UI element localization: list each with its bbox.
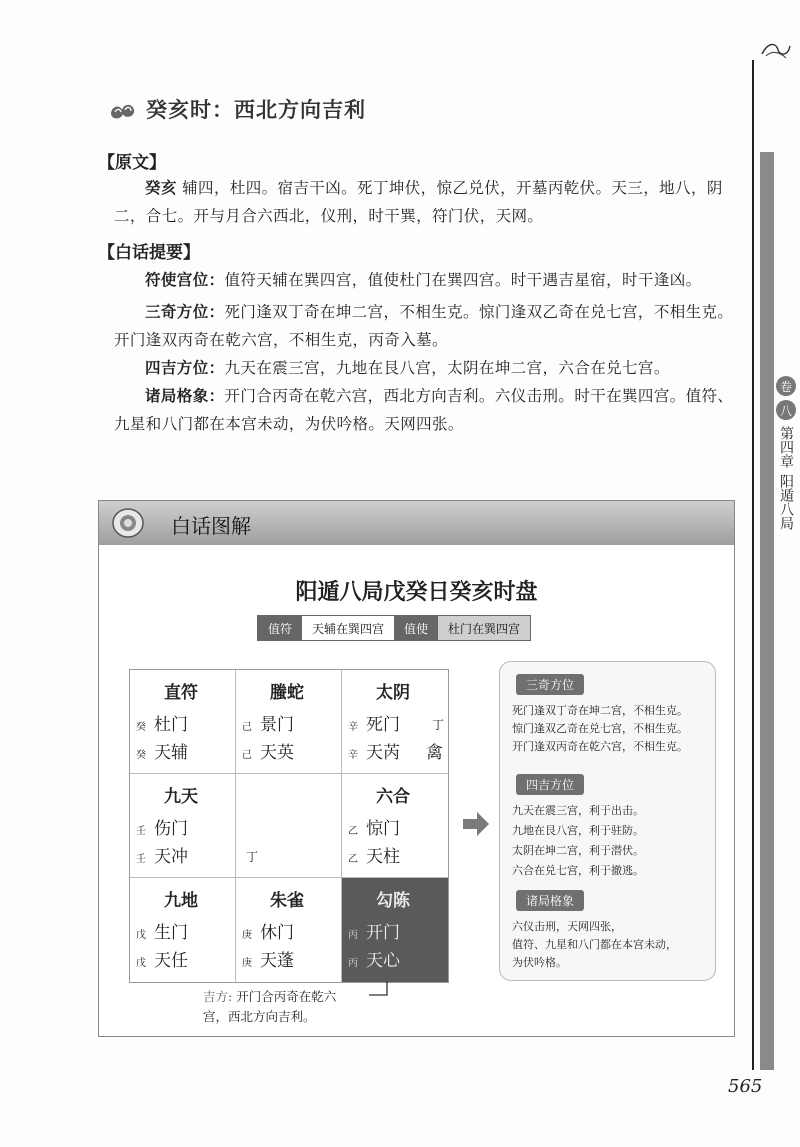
panel-line: 六仪击刑，天网四张， [512,920,622,933]
palace-cell [130,878,236,982]
panel-line: 惊门逢双乙奇在兑七宫，不相生克。 [512,722,688,735]
palace-stem: 戊 [136,958,146,969]
palace-stem: 己 [242,722,252,733]
palace-door: 杜门 [154,715,188,735]
margin-rule [752,60,754,1070]
original-heading: 【原文】 [98,153,166,173]
panel-line: 为伏吟格。 [512,956,567,969]
palace-cell [130,670,236,774]
title-row [108,94,366,124]
palace-door: 伤门 [154,819,188,839]
palace-god: 螣蛇 [270,683,304,703]
palace-door-row [242,710,294,735]
palace-god: 直符 [164,683,198,703]
volume-label: 卷 [776,376,796,396]
palace-door: 开门 [366,923,400,943]
palace-grid [129,669,449,983]
plain-item-label: 四吉方位： [145,358,225,377]
palace-extra-stem: 丁 [432,718,445,732]
page-number: 565 [728,1076,763,1097]
palace-door-row [348,710,400,735]
palace-star-row [242,946,294,971]
leader-line [367,981,389,997]
chart-title: 阳遁八局戊癸日癸亥时盘 [295,580,538,605]
palace-god: 六合 [376,787,410,807]
illustration-label: 白话图解 [171,514,251,538]
zhishi-value: 杜门在巽四宫 [438,616,530,640]
original-text [114,174,744,230]
palace-stem: 己 [242,750,252,761]
palace-stem: 辛 [348,750,358,761]
page-title: 癸亥时：西北方向吉利 [146,98,366,122]
panel-heading: 三奇方位 [516,674,584,695]
palace-star-row [242,738,294,763]
palace-star: 天英 [260,743,294,763]
illustration-box [98,500,735,1037]
plain-item-text: 死门逢双丁奇在坤二宫，不相生克。惊门逢双乙奇在兑七宫，不相生克。开门逢双丙奇在乾六宫，不相生克，丙奇入墓。 [114,303,734,349]
plain-heading: 【白话提要】 [98,243,200,263]
palace-stem: 壬 [136,854,146,865]
panel-line: 死门逢双丁奇在坤二宫，不相生克。 [512,704,688,717]
palace-cell [130,774,236,878]
palace-door-row [348,814,400,839]
palace-stem: 丙 [348,958,358,969]
panel-line: 九地在艮八宫，利于驻防。 [512,824,644,837]
palace-star-row [348,738,400,763]
palace-stem: 丙 [348,930,358,941]
panel-line: 九天在震三宫，利于出击。 [512,804,644,817]
palace-stem: 戊 [136,930,146,941]
zhifu-value: 天辅在巽四宫 [302,616,394,640]
palace-stem: 辛 [348,722,358,733]
chapter-label: 第四章 [778,426,794,468]
illustration-header [99,501,734,545]
palace-god: 勾陈 [376,891,410,911]
palace-door-row [136,710,188,735]
original-body: 辅四，杜四。宿吉干凶。死丁坤伏，惊乙兑伏，开墓丙乾伏。天三，地八，阴二，合七。开与月合六西北，仪刑，时干巽，符门伏，天网。 [114,179,723,225]
plain-item-text: 九天在震三宫，九地在艮八宫，太阴在坤二宫，六合在兑七宫。 [224,359,670,377]
plain-item-2 [114,298,744,354]
palace-cell-center [236,774,342,878]
palace-star: 天冲 [154,847,188,867]
cloud-ornament-icon [108,96,138,122]
note-line-2: 宫，西北方向吉利。 [203,1009,316,1024]
palace-star: 天任 [154,951,188,971]
palace-cell [342,774,448,878]
palace-door-row [242,918,294,943]
plain-item-1 [114,266,744,294]
palace-star: 天柱 [366,847,400,867]
panel-line: 太阴在坤二宫，利于潜伏。 [512,844,644,857]
plain-item-label: 符使宫位： [145,270,225,289]
palace-star-row [348,946,400,971]
palace-star: 天蓬 [260,951,294,971]
summary-panel [499,661,716,981]
palace-door: 惊门 [366,819,400,839]
plain-item-label: 三奇方位： [145,302,225,321]
side-bar [760,152,774,1070]
palace-stem: 癸 [136,722,146,733]
palace-door: 景门 [260,715,294,735]
panel-line: 六合在兑七宫，利于撤逃。 [512,864,644,877]
palace-stem: 癸 [136,750,146,761]
emblem-icon [111,507,145,539]
palace-door-row [136,814,188,839]
palace-god: 太阴 [376,683,410,703]
volume-number: 八 [776,400,796,420]
palace-cell [342,670,448,774]
zhifu-label: 值符 [258,616,302,640]
palace-god: 朱雀 [270,891,304,911]
palace-cell [236,878,342,982]
palace-stem: 庚 [242,958,252,969]
note-line-1: 开门合丙奇在乾六 [236,989,337,1004]
palace-extra-stem: 丁 [246,850,259,864]
palace-stem: 乙 [348,854,358,865]
palace-star: 天心 [366,951,400,971]
panel-line: 开门逢双丙奇在乾六宫，不相生克。 [512,740,688,753]
note-key: 吉方: [203,989,233,1004]
palace-cell [236,670,342,774]
palace-stem: 壬 [136,826,146,837]
palace-door: 休门 [260,923,294,943]
plain-item-label: 诸局格象： [145,386,225,405]
palace-star-row [136,738,188,763]
plain-item-text: 值符天辅在巽四宫，值使杜门在巽四宫。时干遇吉星宿，时干逢凶。 [224,271,702,289]
corner-flourish-ornament [760,38,792,60]
palace-extra-star: 禽 [426,743,443,763]
legend-bar [257,615,531,641]
auspicious-note [203,987,336,1027]
palace-star: 天芮 [366,743,400,763]
palace-god: 九地 [164,891,198,911]
panel-line: 值符、九星和八门都在本宫未动， [512,938,677,951]
palace-door: 死门 [366,715,400,735]
plain-item-3 [114,354,744,382]
palace-star-row [348,842,400,867]
original-lead: 癸亥 [145,178,177,197]
palace-door: 生门 [154,923,188,943]
panel-heading: 四吉方位 [516,774,584,795]
palace-star-row [136,842,188,867]
palace-stem: 庚 [242,930,252,941]
zhishi-label: 值使 [394,616,438,640]
chapter-tab [773,372,799,582]
panel-heading: 诸局格象 [516,890,584,911]
palace-door-row [136,918,188,943]
palace-star-row [136,946,188,971]
arrow-right-icon [461,809,491,839]
palace-god: 九天 [164,787,198,807]
palace-door-row [348,918,400,943]
palace-cell-highlight [342,878,448,982]
palace-star: 天辅 [154,743,188,763]
plain-item-text: 开门合丙奇在乾六宫，西北方向吉利。六仪击刑。时干在巽四宫。值符、九星和八门都在本宫未动，为伏吟格。天网四张。 [114,387,734,433]
palace-stem: 乙 [348,826,358,837]
section-label: 阳遁八局 [778,474,794,530]
plain-item-4 [114,382,744,438]
